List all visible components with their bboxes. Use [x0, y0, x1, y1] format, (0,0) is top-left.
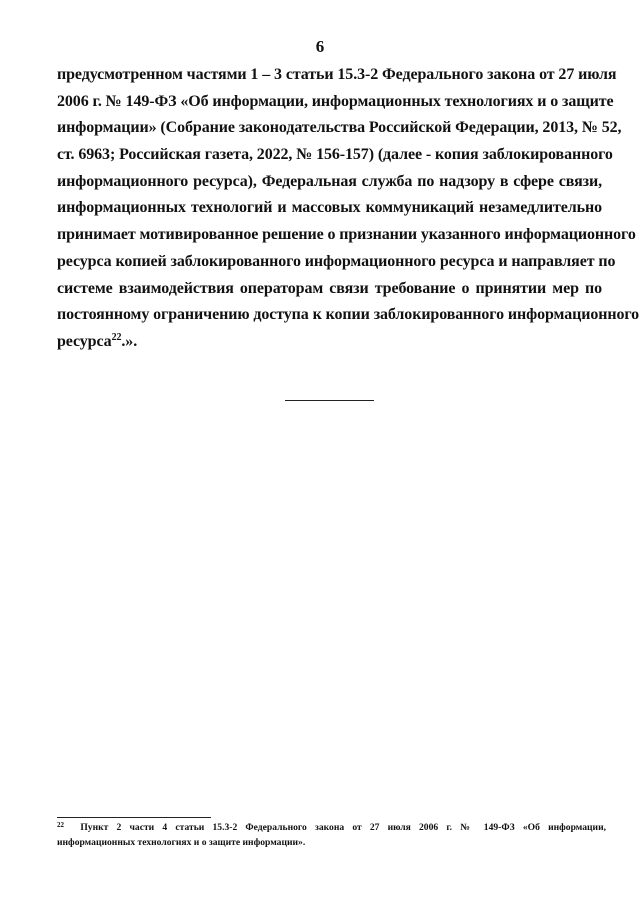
paragraph-line: предусмотренном частями 1 – 3 статьи 15.3-2 Федерального закона от 27 июля — [57, 66, 617, 83]
section-separator — [285, 400, 374, 401]
last-line-text: ресурса — [57, 332, 112, 350]
paragraph-line: 2006 г. № 149-ФЗ «Об информации, информационных технологиях и о защите — [57, 92, 614, 110]
main-paragraph — [57, 62, 640, 356]
paragraph-line: информационных технологий и массовых коммуникаций незамедлительно — [57, 199, 602, 217]
paragraph-line: информации» (Собрание законодательства Российской Федерации, 2013, № 52, — [57, 119, 622, 137]
footnote-marker: 22 — [57, 821, 64, 829]
paragraph-line: информационного ресурса), Федеральная служба по надзору в сфере связи, — [57, 172, 602, 190]
paragraph-line: постоянному ограничению доступа к копии заблокированного информационного — [57, 306, 640, 324]
footnote-divider — [57, 817, 211, 818]
page-number: 6 — [315, 37, 325, 56]
footnote-line1-text: Пункт 2 части 4 статьи 15.3-2 Федерального закона от 27 июля 2006 г. № 149-ФЗ «Об информации, — [80, 822, 607, 833]
footnote-reference[interactable]: 22 — [111, 331, 122, 343]
footnote-line — [57, 820, 606, 835]
paragraph-line: ст. 6963; Российская газета, 2022, № 156-157) (далее - копия заблокированного — [57, 146, 613, 164]
footnote-line: информационных технологиях и о защите информации». — [57, 837, 306, 848]
last-line-tail: .». — [121, 332, 138, 350]
footnote — [57, 820, 606, 850]
paragraph-line: системе взаимодействия операторам связи требование о принятии мер по — [57, 279, 602, 297]
paragraph-last-line — [57, 329, 602, 356]
paragraph-line: ресурса копией заблокированного информационного ресурса и направляет по — [57, 252, 616, 270]
paragraph-line: принимает мотивированное решение о признании указанного информационного — [57, 226, 636, 244]
